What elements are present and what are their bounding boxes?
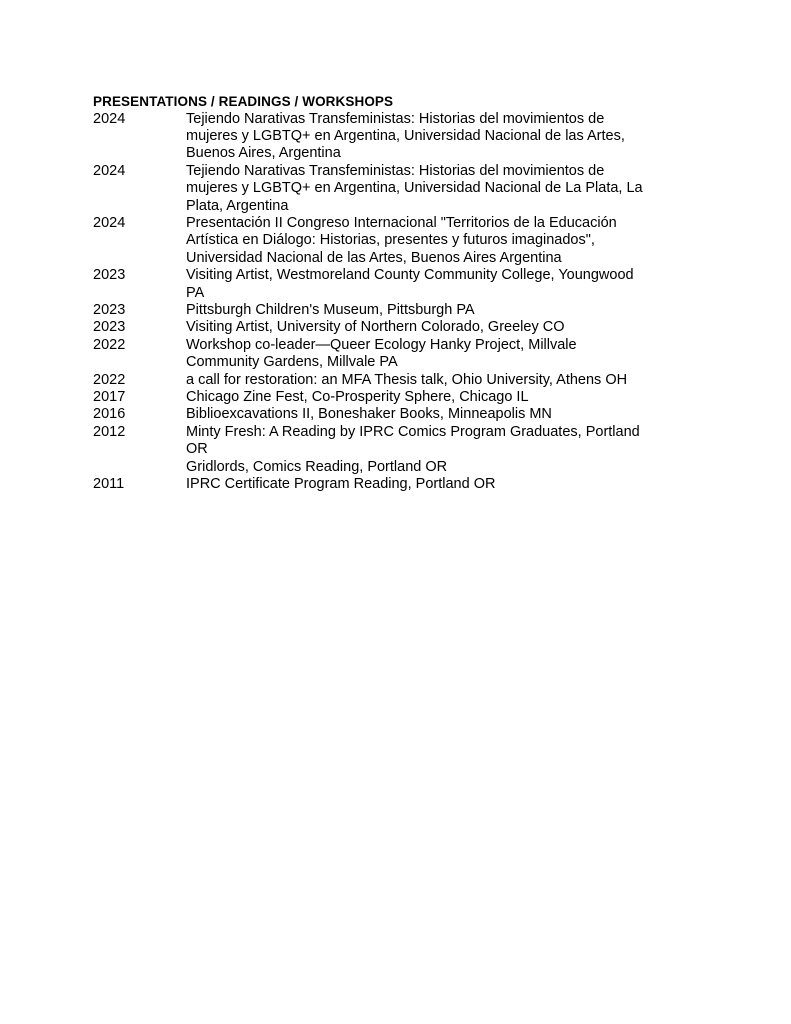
- entry-text-line: Visiting Artist, University of Northern Colorado, Greeley CO: [186, 319, 565, 336]
- entry-row: [93, 389, 703, 406]
- entry-row: [93, 424, 703, 459]
- entry-year: 2024: [93, 110, 126, 127]
- entry-text-line: OR: [186, 441, 208, 458]
- entry-row: [93, 372, 703, 389]
- entry-year: 2023: [93, 319, 126, 336]
- entry-text-line: Buenos Aires, Argentina: [186, 145, 341, 162]
- entry-text-line: Biblioexcavations II, Boneshaker Books, Minneapolis MN: [186, 406, 552, 423]
- entry-text: [186, 424, 703, 459]
- entry-row: [93, 406, 703, 423]
- entry-text: [186, 319, 703, 336]
- entry-year: 2012: [93, 423, 126, 440]
- entry-row: [93, 267, 703, 302]
- entry-text-line: Presentación II Congreso Internacional "Territorios de la Educación: [186, 214, 617, 231]
- entry-year: 2022: [93, 336, 126, 353]
- entry-text-line: mujeres y LGBTQ+ en Argentina, Universidad Nacional de las Artes,: [186, 127, 625, 144]
- entry-text-line: Visiting Artist, Westmoreland County Community College, Youngwood: [186, 267, 634, 284]
- entry-text: [186, 215, 703, 267]
- entry-text-line: Tejiendo Narativas Transfeministas: Historias del movimientos de: [186, 110, 605, 127]
- entry-text: [186, 302, 703, 319]
- document-page: [93, 93, 703, 493]
- entry-text: [186, 389, 703, 406]
- entry-row: [93, 163, 703, 215]
- entry-text-line: Gridlords, Comics Reading, Portland OR: [186, 458, 448, 475]
- entry-year: 2023: [93, 301, 126, 318]
- entry-row: [93, 337, 703, 372]
- entry-text: [186, 163, 703, 215]
- entry-text: [186, 459, 703, 476]
- entry-text: [186, 476, 703, 493]
- entry-row: [93, 459, 703, 476]
- entry-text-line: Chicago Zine Fest, Co-Prosperity Sphere, Chicago IL: [186, 389, 529, 405]
- entry-text-line: Minty Fresh: A Reading by IPRC Comics Program Graduates, Portland: [186, 423, 640, 440]
- entry-text: [186, 406, 703, 423]
- entry-row: [93, 476, 703, 493]
- entry-text-line: Community Gardens, Millvale PA: [186, 354, 398, 371]
- entry-text-line: Artística en Diálogo: Historias, presentes y futuros imaginados",: [186, 232, 595, 249]
- entry-text-line: Plata, Argentina: [186, 197, 289, 214]
- entry-text-line: Workshop co-leader—Queer Ecology Hanky Project, Millvale: [186, 336, 577, 353]
- entry-text: [186, 372, 703, 389]
- entry-text-line: IPRC Certificate Program Reading, Portland OR: [186, 476, 496, 493]
- entry-text-line: mujeres y LGBTQ+ en Argentina, Universidad Nacional de La Plata, La: [186, 180, 643, 197]
- entry-year: 2024: [93, 162, 126, 179]
- entry-year: 2024: [93, 214, 126, 231]
- entry-list: [93, 111, 703, 494]
- entry-year: [93, 459, 186, 476]
- section-heading: PRESENTATIONS / READINGS / WORKSHOPS: [93, 94, 394, 109]
- entry-text-line: Pittsburgh Children's Museum, Pittsburgh PA: [186, 301, 475, 318]
- entry-row: [93, 302, 703, 319]
- entry-text: [186, 111, 703, 163]
- entry-year: 2023: [93, 267, 126, 284]
- entry-text: [186, 267, 703, 302]
- entry-text-line: PA: [186, 284, 205, 301]
- entry-text: [186, 337, 703, 372]
- entry-row: [93, 319, 703, 336]
- entry-row: [93, 215, 703, 267]
- entry-year: 2017: [93, 389, 126, 405]
- entry-year: 2022: [93, 371, 126, 388]
- entry-text-line: Universidad Nacional de las Artes, Buenos Aires Argentina: [186, 249, 562, 266]
- entry-text-line: Tejiendo Narativas Transfeministas: Historias del movimientos de: [186, 162, 605, 179]
- entry-row: [93, 111, 703, 163]
- entry-year: 2011: [93, 476, 125, 493]
- entry-year: 2016: [93, 406, 126, 423]
- entry-text-line: a call for restoration: an MFA Thesis talk, Ohio University, Athens OH: [186, 371, 628, 388]
